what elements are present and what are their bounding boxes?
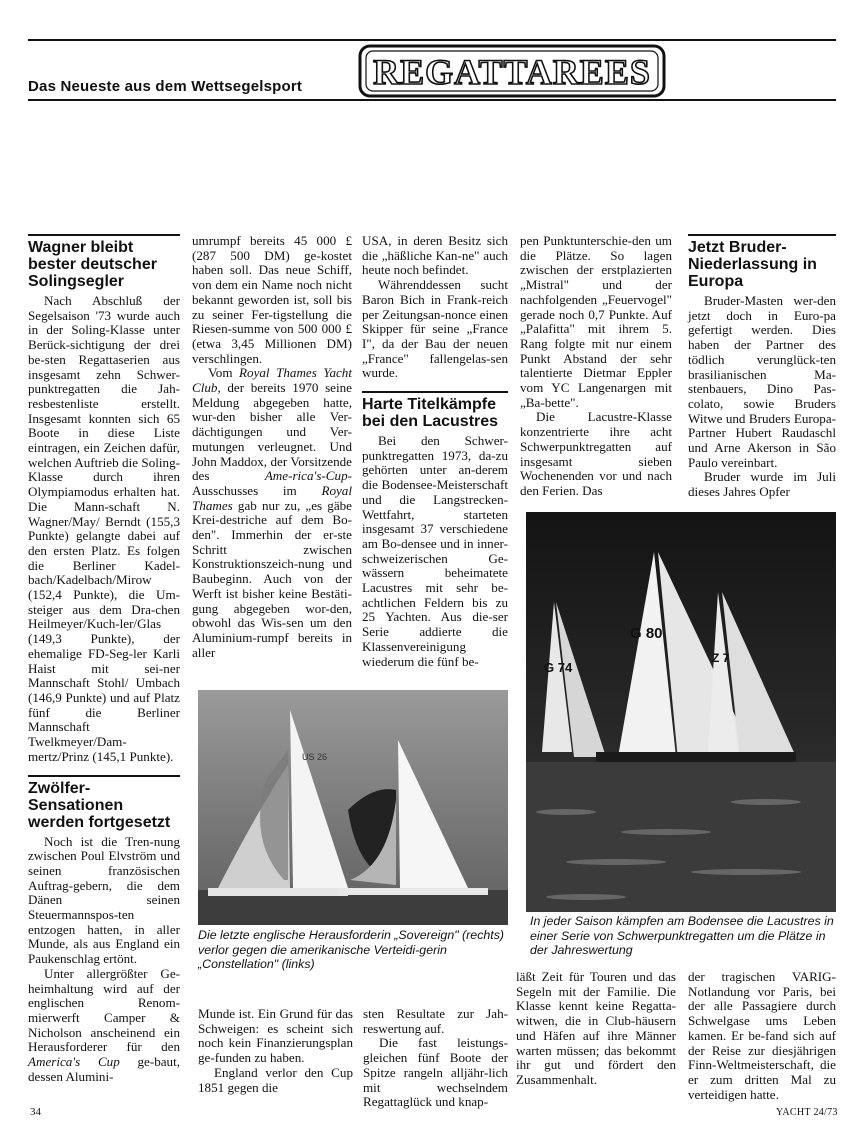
paragraph: Die fast leistungs-gleichen fünf Boote der Spitze rangeln alljähr-lich mit wechselndem Regattaglück und knap- [363, 1035, 508, 1110]
paragraph: Die Lacustre-Klasse konzentrierte ihre acht Schwerpunktregatten auf insgesamt sieben Wochenenden vor und nach den Ferien. Das [520, 409, 672, 498]
paragraph: Bruder wurde im Juli dieses Jahres Opfer [688, 469, 836, 500]
paragraph: Noch ist die Tren-nung zwischen Poul Elvström und seinen französischen Auftrag-gebern, die dem Dänen seinen Steuermannspos-ten entzogen hatten, in aller Munde, als aus England ein Paukenschlag ertönt. [28, 833, 180, 967]
paragraph: England verlor den Cup 1851 gegen die [198, 1064, 353, 1095]
photo-caption-1: Die letzte englische Herausforderin „Sovereign" (rechts) verlor gegen die amerikanische Verteidi-gerin „Constellation" (links) [198, 928, 505, 971]
issue-label: YACHT 24/73 [776, 1107, 838, 1118]
section-subhead: Das Neueste aus dem Wettsegelsport [28, 78, 303, 95]
column-1 [28, 234, 180, 1084]
paragraph: läßt Zeit für Touren und das Segeln mit der Familie. Die Klasse kennt keine Regatta-witwen, die in Club-häusern und Häfen auf ihre Männer warten müssen; das bekommt ihr gut und fördert den Zusammenhalt. [516, 969, 676, 1087]
paragraph: Vom Royal Thames Yacht Club, der bereits 1970 seine Meldung abgegeben hatte, wur-den bisher alle Ver-dächtigungen und Ver-mutungen verleugnet. Und John Maddox, der Vorsitzende des Ame-rica's-Cup-Ausschusses im Royal Thames gab nur zu, „es gäbe Krei-destriche auf dem Bo-den". Immerhin der er-ste Schritt zwischen Konstruktionszeich-nung und Baubeginn. Auch von der Werft ist bisher keine Bestäti-gung abgegeben wor-den, obwohl das Wis-sen um den Aluminium-rumpf bereits in aller [192, 365, 352, 660]
page-number: 34 [30, 1106, 41, 1118]
headline-rule [688, 234, 836, 236]
column-2-bottom [198, 1007, 353, 1095]
photo-twelve-metre-yachts [198, 690, 508, 925]
paragraph: USA, in deren Besitz sich die „häßliche Kan-ne" auch heute noch befindet. [362, 233, 508, 278]
column-5-bottom [688, 970, 836, 1102]
lacustres-illustration [526, 512, 836, 912]
column-2 [192, 234, 352, 660]
headline-rule [28, 775, 180, 777]
headline-wagner: Wagner bleibt bester deutscher Solingsegler [28, 239, 157, 290]
subhead-rule [28, 99, 836, 101]
top-rule [28, 39, 836, 41]
headline-bruder: Jetzt Bruder-Niederlassung in Europa [688, 239, 817, 290]
paragraph: Munde ist. Ein Grund für das Schweigen: es scheint sich noch kein Finanzierungsplan ge-funden zu haben. [198, 1006, 353, 1066]
paragraph: Währenddessen sucht Baron Bich in Frank-reich per Zeitungsan-nonce einen Skipper für seine „France I", da der Bau der neuen „France" fallengelas-sen wurde. [362, 277, 508, 381]
yachts-illustration [198, 690, 508, 925]
paragraph: Bei den Schwer-punktregatten 1973, da-zu gehörten unter an-derem die Bodensee-Meisterschaft und die Langstrecken-Wettfahrt, starteten insgesamt 37 verschiedene am Bo-densee und in inner-schweizerischen Ge-wässern beheimatete Lacustres mit sehr be-achtlichen Feldern bis zu 25 Yachten. Aus die-ser Serie addierte die Klassenvereinigung wiederum die fünf be- [362, 433, 508, 669]
regattarees-logo [358, 44, 666, 98]
sail-number-g80: G 80 [630, 625, 663, 642]
paragraph: sten Resultate zur Jah-reswertung auf. [363, 1006, 508, 1036]
sail-number-g74: G 74 [544, 660, 573, 675]
column-5 [688, 234, 836, 500]
paragraph: Nach Abschluß der Segelsaison '73 wurde auch in der Soling-Klasse unter Berück-sichtigung der drei be-sten Regattaserien aus insgesamt zehn Schwer-punktregatten die Jah-resbestenliste erstellt. Insgesamt konnten sich 65 Boote in diese Liste eintragen, ein Zeichen dafür, welchen Auftrieb die Soling-Klasse durch ihren Olympiamodus erhalten hat. Die Mann-schaft N. Wagner/May/ Berndt (155,3 Punkte) gelangte dabei auf den ersten Platz. Es folgen die Berliner Kadel-bach/Kadelbach/Mirow (152,4 Punkte), die Um-steiger aus dem Dra-chen Heilmeyer/Kuch-ler/Glas (149,3 Punkte), der ehemalige FD-Seg-ler Karli Haist mit sei-ner Mannschaft Stohl/ Umbach (146,9 Punkte) und auf Platz fünf die Berliner Mannschaft Twelkmeyer/Dam-mertz/Prinz (145,1 Punkte). [28, 293, 180, 764]
headline-zwoelfer: Zwölfer-Sensationen werden fortgesetzt [28, 779, 171, 831]
headline-rule [362, 391, 508, 393]
paragraph: pen Punktunterschie-den um die Plätze. So lagen zwischen der erstplazierten „Mistral" und der nachfolgenden „Feuervogel" gerade noch 0,7 Punkte. Auf „Palafitta" mit ihrem 5. Rang folgte mit nur einem Punkt Abstand der sehr talentierte Dietmar Eppler vom YC Langenargen mit „Ba-bette". [520, 233, 672, 410]
column-4-bottom [516, 970, 676, 1088]
paragraph: Unter allergrößter Ge-heimhaltung wird auf der englischen Renom-mierwerft Camper & Nicholson anscheinend ein Herausforderer für den America's Cup ge-baut, dessen Alumini- [28, 965, 181, 1084]
headline-lacustres: Harte Titelkämpfe bei den Lacustres [362, 396, 499, 431]
paragraph: umrumpf bereits 45 000 £ (287 500 DM) ge-kostet haben soll. Das neue Schiff, von dem ein Name noch nicht bekannt geworden ist, soll bis zu seiner Fer-tigstellung die Riesen-summe von 500 000 £ (etwa 3,45 Millionen DM) verschlingen. [192, 233, 352, 366]
headline-rule [28, 234, 180, 236]
column-4 [520, 234, 672, 499]
paragraph: der tragischen VARIG-Notlandung vor Paris, bei der alle Passagiere durch Schwelgase ums Leben kamen. Er be-fand sich auf der Reise zur diesjährigen Finn-Weltmeisterschaft, die er zum dritten Mal zu verteidigen hatte. [688, 969, 836, 1102]
column-3-bottom [363, 1007, 508, 1110]
photo-lacustres [526, 512, 836, 912]
sail-number-us: US 26 [302, 752, 328, 762]
sail-number-z7: Z 7 [712, 651, 730, 665]
paragraph: Bruder-Masten wer-den jetzt doch in Euro-pa gefertigt werden. Dies haben der Partner des tödlich verunglück-ten brasilianischen Ma-stenbauers, Dino Pas-colato, sowie Bruders Witwe und Bruders Europa-Partner Hubert Raudaschl und Arne Akerson in São Paulo vereinbart. [688, 293, 836, 470]
column-3 [362, 234, 508, 669]
photo-caption-2: In jeder Saison kämpfen am Bodensee die Lacustres in einer Serie von Schwerpunktregatten um die Plätze in der Jahreswertung [530, 914, 834, 957]
logo-text: REGATTAREES [373, 52, 651, 92]
